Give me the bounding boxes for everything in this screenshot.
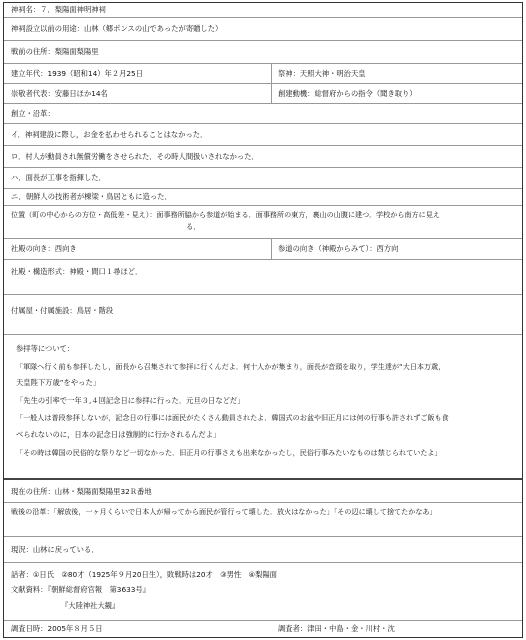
- location-line-1: 位置（町の中心からの方位・高低差・見え）：面事務所脇から参道が始まる．面事務所の東方，裏山の山腹に建つ．学校から南方に見え: [11, 210, 440, 219]
- orientation-row: [4, 239, 522, 260]
- survey-date: 調査日時：2005年８月５日: [11, 624, 103, 633]
- history-item: [4, 124, 522, 146]
- history-item-text: ハ．面長が工事を指揮した．: [11, 173, 106, 182]
- quote-line: 「先生の引率で一年３,４回記念日に参拝に行った．元旦の日などだ」: [16, 396, 245, 405]
- motive-row: [4, 84, 522, 104]
- notes-heading: 参拝等について：: [16, 344, 75, 353]
- former-use-row: [4, 18, 522, 41]
- approach-orientation: 参道の向き（神殿からみて）：西方向: [278, 244, 399, 253]
- current-address-row: [4, 482, 522, 503]
- investigators: 調査者：津田・中島・金・川村・沈: [278, 624, 395, 633]
- quote-line: 「一般人は普段参拝しないが，記念日の行事には面民がたくさん動員されたよ．韓国式のお盆や旧正月には何の行事も許されずご飯も食: [16, 413, 449, 422]
- notes-section: [4, 335, 522, 480]
- quote-line: べられないのに，日本の記念日は強制的に行かされるんだよ」: [16, 430, 221, 439]
- quote-line: 「その時は韓国の民俗的な祭りなど一切なかった．旧正月の行事さえも出来なかったし，民俗行事みたいなものは禁じられていたよ」: [16, 448, 442, 457]
- history-item: [4, 189, 522, 206]
- quote-line: 天皇陛下万歳”をやった」: [16, 378, 101, 387]
- shrine-title: 神祠名：７．梨陽面神明神祠: [11, 5, 106, 14]
- prewar-address: 戦前の住所：梨陽面梨陽里: [11, 47, 99, 56]
- current-address: 現在の住所：山林・梨陽面梨陽里32Ｒ番地: [11, 487, 152, 496]
- reference-book: 『大陸神社大観』: [61, 601, 120, 610]
- history-heading-row: [4, 104, 522, 124]
- record-frame: [3, 2, 523, 638]
- quote-line: 「軍隊へ行く前も参拝したし，面長から召集されて参拝に行くんだよ．何十人かが集まり，面長が音頭を取り，学生達が“大日本万歳，: [16, 362, 446, 371]
- current-status: 現況：山林に戻っている．: [11, 545, 99, 554]
- former-use: 神祠設立以前の用途：山林（郷ポンスの山であったが寄贈した）: [11, 24, 223, 33]
- informants: 話者：①日氏 ②80才（1925年９月20日生），敗戦時は20才 ③男性 ④梨陽面: [11, 570, 277, 579]
- title-row: [4, 3, 522, 18]
- postwar-row: [4, 503, 522, 537]
- history-item: [4, 146, 522, 168]
- built-date: 建立年代：1939（昭和14）年２月25日: [11, 69, 143, 78]
- attached-row: [4, 295, 522, 335]
- deity: 祭神：天照大神・明治天皇: [278, 69, 366, 78]
- structure-row: [4, 260, 522, 295]
- built-row: [4, 64, 522, 84]
- history-item: [4, 168, 522, 189]
- founding-motive: 創建動機：総督府からの指令（聞き取り）: [278, 89, 417, 98]
- postwar-history: 戦後の沿革：「解放後，一ヶ月くらいで日本人が帰ってから面民が管行って壊した．放火はなかった」「その辺に壊して捨てたかなあ」: [11, 507, 437, 516]
- location-line-2: る．: [186, 222, 201, 231]
- location-row: [4, 206, 522, 239]
- attached-facilities: 付属屋・付属施設：鳥居・階段: [11, 306, 114, 315]
- sources-section: [4, 563, 522, 621]
- shrine-orientation: 社殿の向き：西向き: [11, 244, 77, 253]
- prewar-address-row: [4, 41, 522, 64]
- references: 文献資料：『朝鮮総督府官報 第3633号』: [11, 585, 150, 594]
- structure: 社殿・構造形式：神殿・間口１尋ほど．: [11, 267, 143, 276]
- history-heading: 創立・沿革：: [11, 109, 55, 118]
- history-item-text: ロ．村人が動員され無償労働をさせられた．その時人間扱いされなかった．: [11, 152, 259, 161]
- survey-row: [4, 621, 522, 637]
- status-row: [4, 537, 522, 563]
- worshippers: 崇敬者代表：安藤日ほか14名: [11, 89, 108, 98]
- history-item-text: イ．神祠建設に際し，お金を払わせられることはなかった．: [11, 130, 208, 139]
- history-item-text: ニ．朝鮮人の技術者が棟梁・鳥居ともに造った．: [11, 192, 172, 201]
